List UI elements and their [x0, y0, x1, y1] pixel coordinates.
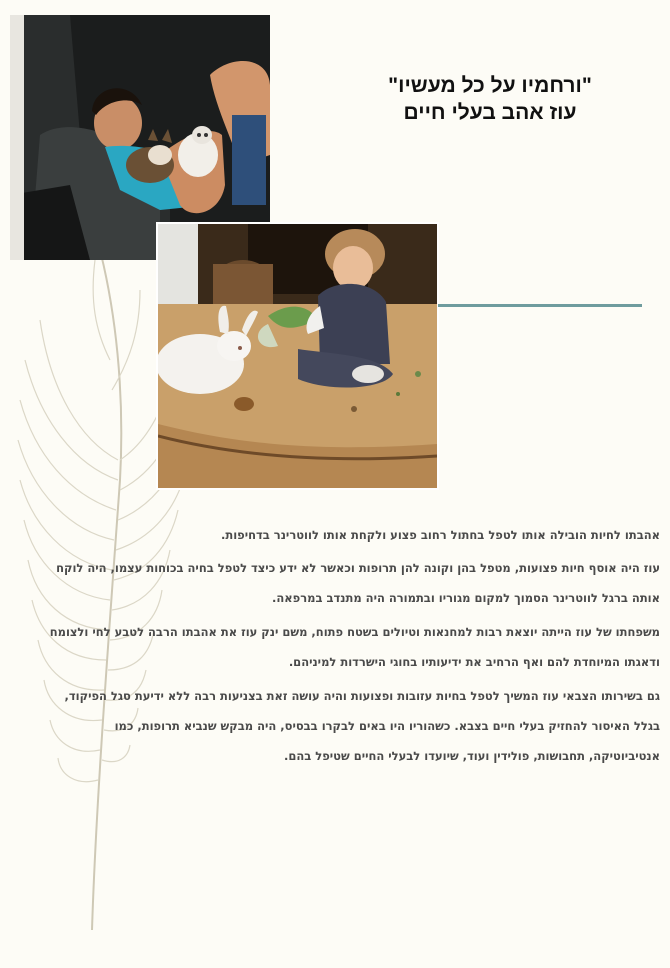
- toddler-with-rabbit-photo: [158, 224, 437, 488]
- body-text: [40, 522, 660, 775]
- paragraph: אהבתו לחיות הובילה אותו לטפל בחתול רחוב פצוע ולקחת אותו לווטרינר בדחיפות.: [221, 528, 660, 542]
- paragraph: גם בשירותו הצבאי עוז המשיך לטפל בחיות עזובות ופצועות והיה עושה זאת בצניעות רבה ללא ידיעת סגל הפיקוד, בגלל האיסור להחזיק בעלי חיים בצבא. כשהוריו היו באים לבקרו בבסיס, היה מבקש שנביא תרופות, כמו אנטיביוטיקה, תחבושות, פולידין ועוד, שיועדו לבעלי החיים שטיפל בהם.: [64, 689, 660, 763]
- paragraph: עוז היה אוסף חיות פצועות, מטפל בהן וקונה להן תרופות וכאשר לא ידע כיצד לטפל בחיה בכוחות עצמו, היה לוקח אותה ברגל לווטרינר הסמוך למקום מגוריו ובתמורה היה מתנדב במרפאה.: [56, 561, 660, 605]
- page-title: [305, 72, 670, 126]
- title-line-2: עוז אהב בעלי חיים: [403, 101, 577, 124]
- accent-divider: [438, 304, 642, 307]
- paragraph: משפחתו של עוז הייתה יוצאת רבות למחנאות וטיולים בשטח פתוח, משם ינק עוז את אהבתו הרבה לטבע לחי ולצומח ודאגתו המיוחדת להם ואף הרחיב את ידיעותיו בחוגי הישרדות למיניהם.: [49, 625, 660, 669]
- title-line-1: "ורחמיו על כל מעשיו": [388, 74, 592, 97]
